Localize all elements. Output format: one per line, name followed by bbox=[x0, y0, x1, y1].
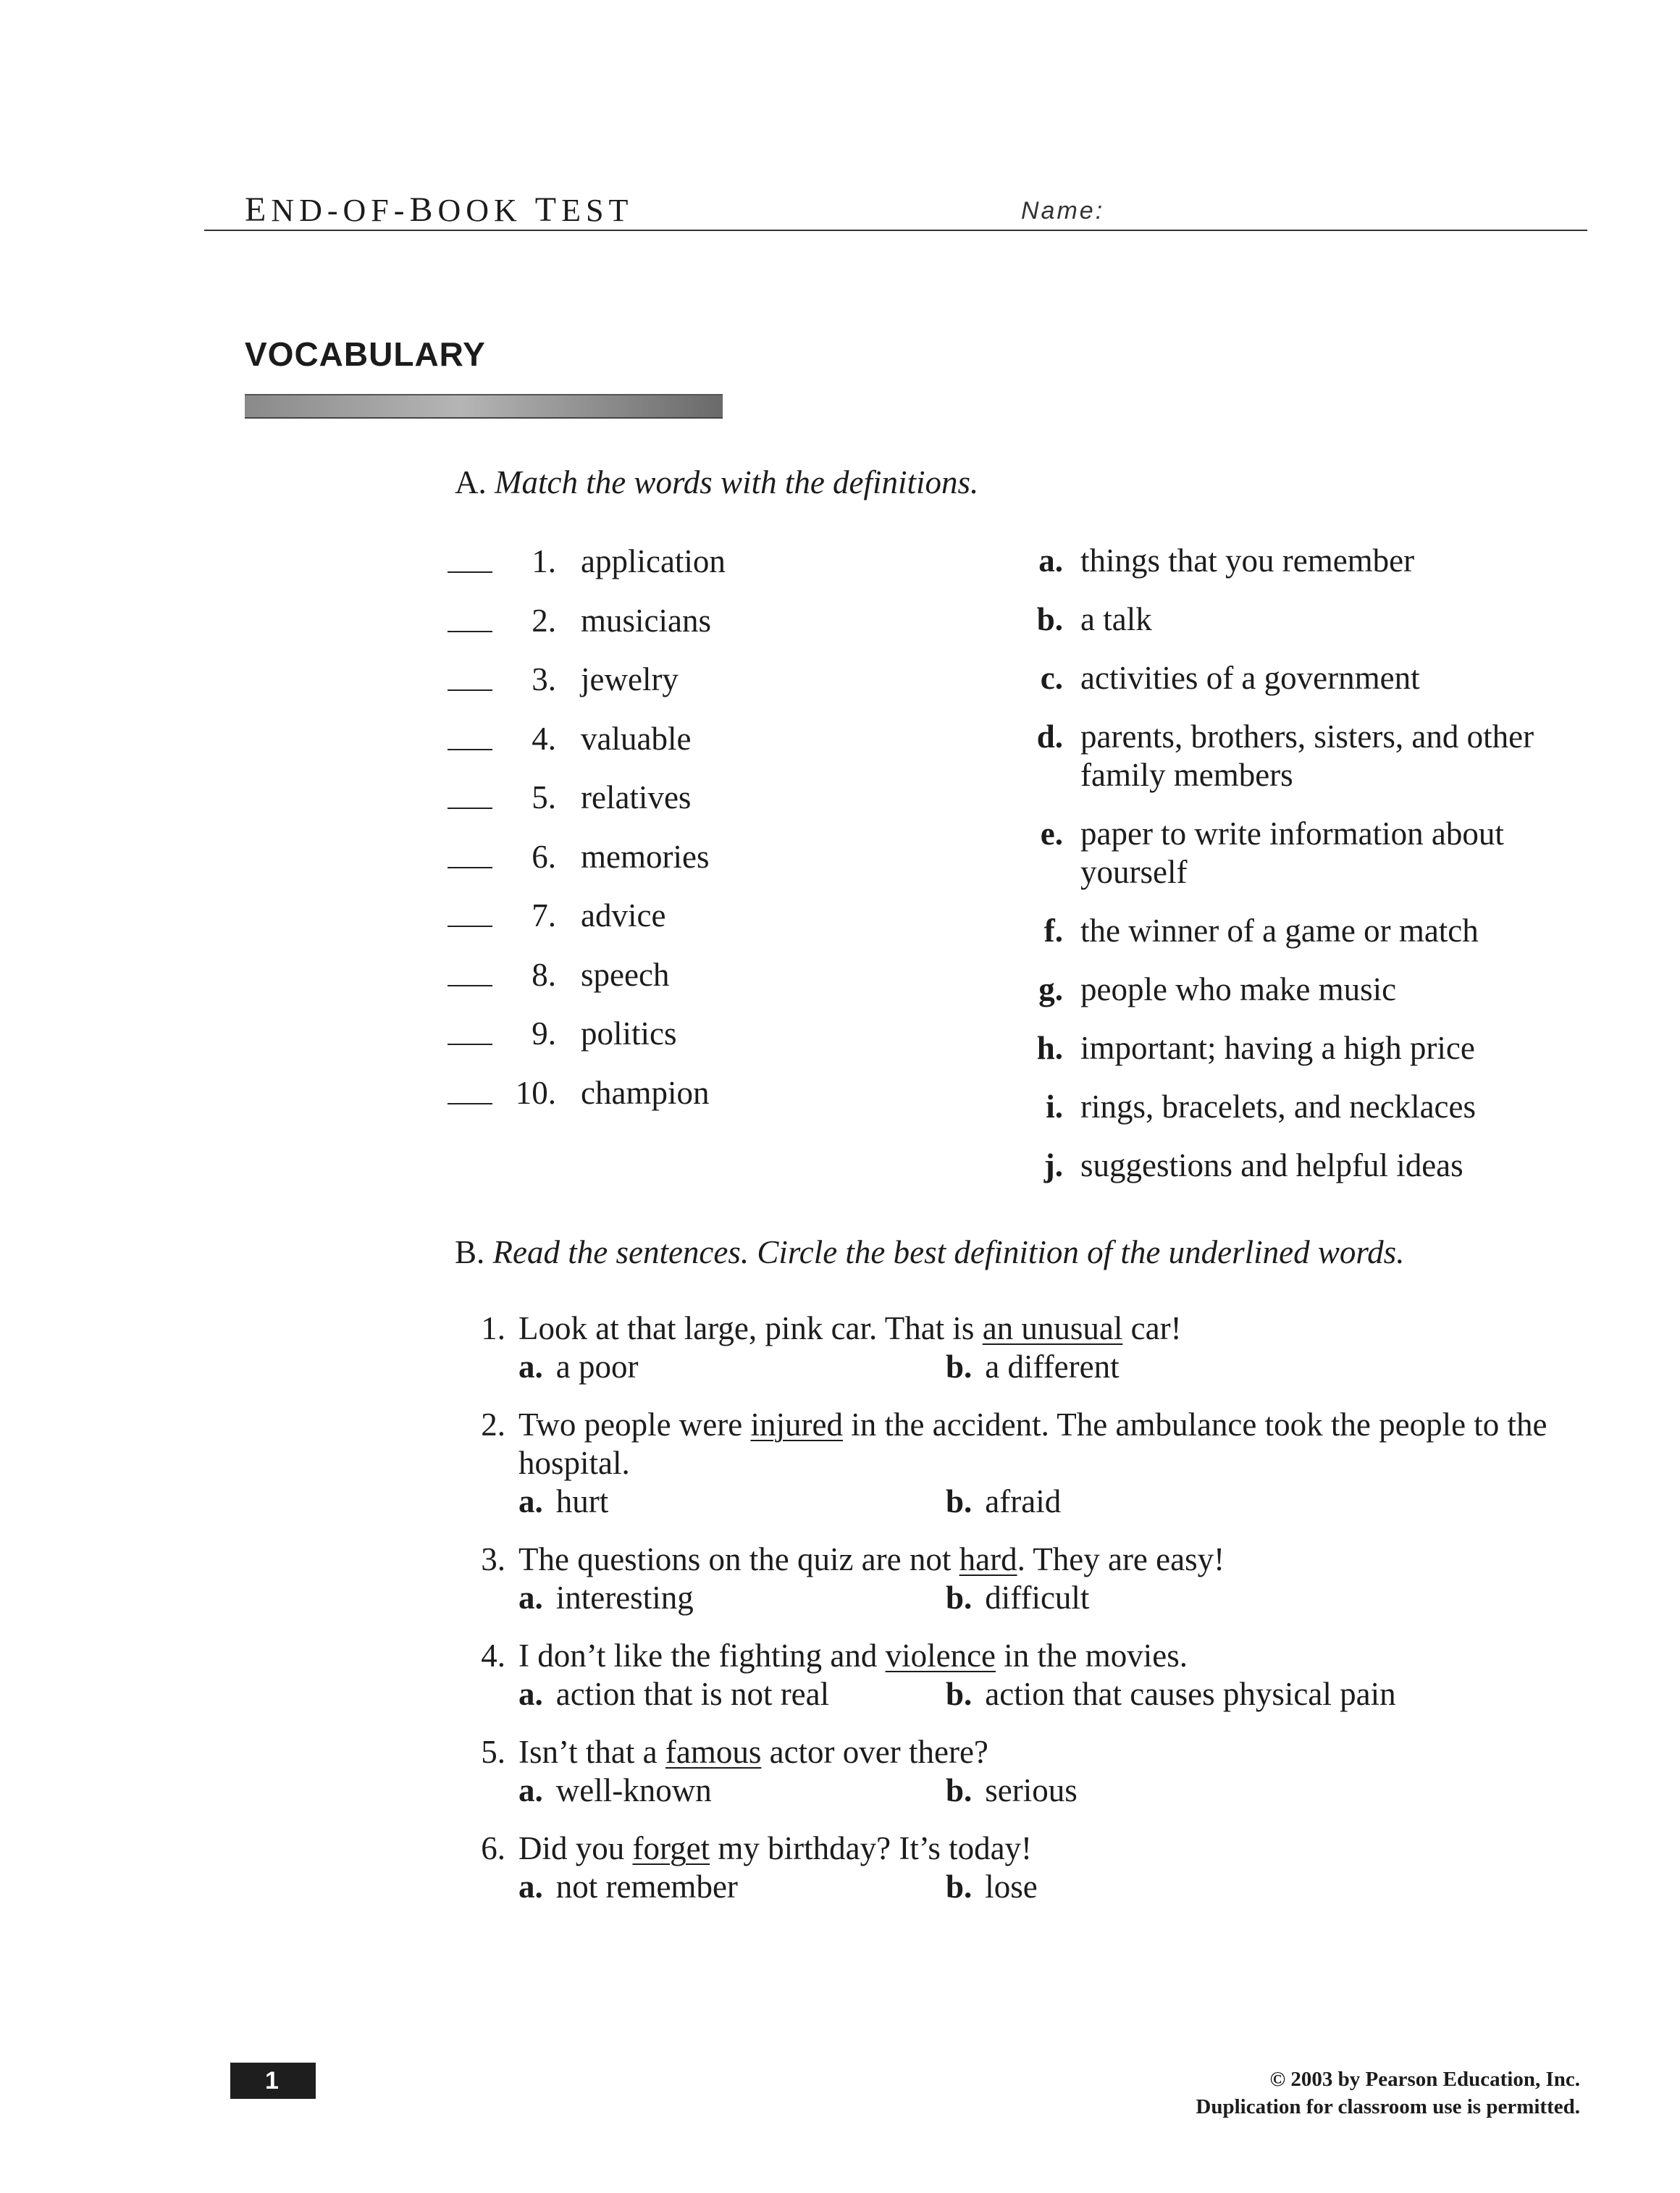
option-letter: b. bbox=[946, 1349, 973, 1385]
answer-blank[interactable] bbox=[448, 985, 492, 986]
option-b[interactable] bbox=[946, 1483, 1061, 1521]
option-text: serious bbox=[985, 1772, 1078, 1808]
definition-text: the winner of a game or match bbox=[1080, 913, 1479, 949]
sentence-after: in the movies. bbox=[996, 1638, 1188, 1674]
word-item bbox=[448, 835, 766, 894]
part-b-instruction bbox=[455, 1233, 1404, 1271]
answer-options bbox=[518, 1675, 1593, 1714]
title-part: E bbox=[245, 190, 272, 229]
definition-letter: h. bbox=[1036, 1030, 1063, 1066]
title-part: ND-OF- bbox=[271, 193, 410, 228]
sentence-before: Did you bbox=[518, 1830, 633, 1866]
definition-letter: d. bbox=[1036, 718, 1063, 755]
word-list bbox=[448, 540, 766, 1130]
question-sentence bbox=[518, 1406, 1593, 1483]
option-text: interesting bbox=[555, 1580, 694, 1616]
part-b-instruction-text: Read the sentences. Circle the best definition of the underlined words. bbox=[492, 1234, 1405, 1270]
answer-blank[interactable] bbox=[448, 808, 492, 809]
word-number: 6. bbox=[532, 838, 556, 875]
definition-text: a talk bbox=[1080, 601, 1152, 637]
definition-item bbox=[1027, 1088, 1599, 1126]
option-a[interactable] bbox=[518, 1868, 738, 1906]
answer-blank[interactable] bbox=[448, 689, 492, 691]
option-letter: b. bbox=[946, 1772, 973, 1808]
definition-letter: j. bbox=[1043, 1147, 1063, 1183]
underlined-word: hard bbox=[959, 1541, 1017, 1577]
option-letter: b. bbox=[946, 1869, 973, 1905]
definition-letter: i. bbox=[1046, 1089, 1063, 1125]
question-number: 5. bbox=[481, 1734, 505, 1770]
word-text: politics bbox=[581, 1015, 677, 1052]
question-item bbox=[463, 1733, 1593, 1810]
word-text: speech bbox=[581, 956, 670, 993]
sentence-after: car! bbox=[1122, 1310, 1182, 1346]
underlined-word: famous bbox=[665, 1734, 762, 1770]
question-sentence bbox=[518, 1733, 1593, 1771]
option-b[interactable] bbox=[946, 1771, 1078, 1810]
definition-item bbox=[1027, 1029, 1599, 1068]
question-sentence bbox=[518, 1540, 1593, 1579]
option-text: a poor bbox=[555, 1349, 639, 1385]
word-number: 8. bbox=[532, 956, 556, 993]
answer-blank[interactable] bbox=[448, 926, 492, 927]
option-text: lose bbox=[985, 1869, 1038, 1905]
question-number: 6. bbox=[481, 1830, 505, 1866]
underlined-word: violence bbox=[885, 1638, 996, 1674]
option-a[interactable] bbox=[518, 1771, 712, 1810]
answer-options bbox=[518, 1771, 1593, 1810]
option-b[interactable] bbox=[946, 1868, 1038, 1906]
answer-blank[interactable] bbox=[448, 1044, 492, 1045]
answer-blank[interactable] bbox=[448, 571, 492, 573]
sentence-before: I don’t like the fighting and bbox=[518, 1638, 886, 1674]
word-number: 9. bbox=[532, 1015, 556, 1052]
page-title bbox=[245, 190, 633, 230]
answer-options bbox=[518, 1483, 1593, 1521]
option-text: not remember bbox=[555, 1869, 738, 1905]
word-text: memories bbox=[581, 838, 710, 875]
definition-text: rings, bracelets, and necklaces bbox=[1080, 1089, 1476, 1125]
question-sentence bbox=[518, 1829, 1593, 1868]
definition-text: suggestions and helpful ideas bbox=[1080, 1147, 1463, 1183]
title-part: T bbox=[534, 190, 562, 229]
option-a[interactable] bbox=[518, 1675, 829, 1714]
option-letter: b. bbox=[946, 1676, 973, 1712]
question-item bbox=[463, 1829, 1593, 1906]
answer-blank[interactable] bbox=[448, 749, 492, 750]
part-b-letter: B. bbox=[455, 1234, 485, 1270]
name-label: Name: bbox=[1021, 197, 1105, 225]
definition-item bbox=[1027, 1146, 1599, 1185]
question-item bbox=[463, 1309, 1593, 1386]
word-item bbox=[448, 599, 766, 658]
word-item bbox=[448, 1071, 766, 1131]
underlined-word: injured bbox=[750, 1406, 843, 1443]
title-part: OOK bbox=[437, 193, 535, 228]
question-sentence bbox=[518, 1637, 1593, 1675]
option-a[interactable] bbox=[518, 1483, 608, 1521]
question-item bbox=[463, 1406, 1593, 1521]
answer-blank[interactable] bbox=[448, 1103, 492, 1104]
word-number: 2. bbox=[532, 602, 556, 639]
sentence-before: Look at that large, pink car. That is bbox=[518, 1310, 983, 1346]
word-text: champion bbox=[581, 1074, 710, 1111]
sentence-after: my birthday? It’s today! bbox=[710, 1830, 1033, 1866]
definition-text: things that you remember bbox=[1080, 542, 1415, 579]
question-list bbox=[463, 1309, 1593, 1926]
option-letter: a. bbox=[518, 1580, 543, 1616]
part-a-letter: A. bbox=[455, 464, 487, 500]
option-b[interactable] bbox=[946, 1348, 1120, 1386]
answer-blank[interactable] bbox=[448, 867, 492, 868]
option-letter: b. bbox=[946, 1483, 973, 1519]
definition-item bbox=[1027, 970, 1599, 1009]
question-item bbox=[463, 1540, 1593, 1617]
option-text: a different bbox=[985, 1349, 1120, 1385]
definition-text: important; having a high price bbox=[1080, 1030, 1475, 1066]
option-letter: a. bbox=[518, 1349, 543, 1385]
option-letter: a. bbox=[518, 1772, 543, 1808]
option-b[interactable] bbox=[946, 1675, 1396, 1714]
definition-letter: e. bbox=[1040, 815, 1063, 852]
definition-text: paper to write information about yourself bbox=[1080, 815, 1504, 890]
definition-item bbox=[1027, 815, 1599, 892]
word-number: 3. bbox=[532, 661, 556, 697]
question-number: 1. bbox=[481, 1310, 505, 1346]
option-text: hurt bbox=[555, 1483, 609, 1519]
part-a-instruction bbox=[455, 464, 978, 501]
word-text: application bbox=[581, 543, 726, 579]
sentence-before: Two people were bbox=[518, 1406, 751, 1443]
part-a-instruction-text: Match the words with the definitions. bbox=[495, 464, 979, 500]
option-letter: a. bbox=[518, 1483, 543, 1519]
word-text: relatives bbox=[581, 779, 692, 815]
option-text: action that is not real bbox=[555, 1676, 830, 1712]
word-item bbox=[448, 717, 766, 776]
sentence-after: in the accident. The ambulance took the people to the hospital. bbox=[518, 1406, 1547, 1481]
definition-letter: a. bbox=[1038, 542, 1063, 579]
answer-options bbox=[518, 1348, 1593, 1386]
word-text: valuable bbox=[581, 720, 692, 757]
option-b[interactable] bbox=[946, 1579, 1089, 1617]
title-part: EST bbox=[561, 193, 634, 228]
sentence-before: Isn’t that a bbox=[518, 1734, 665, 1770]
definition-item bbox=[1027, 542, 1599, 580]
option-letter: a. bbox=[518, 1869, 543, 1905]
option-text: action that causes physical pain bbox=[985, 1676, 1396, 1712]
definition-item bbox=[1027, 718, 1599, 794]
sentence-after: . They are easy! bbox=[1017, 1541, 1225, 1577]
question-sentence bbox=[518, 1309, 1593, 1348]
copyright-line: © 2003 by Pearson Education, Inc. bbox=[1269, 2068, 1580, 2091]
word-number: 10. bbox=[515, 1074, 556, 1111]
word-number: 7. bbox=[532, 897, 556, 934]
definition-item bbox=[1027, 912, 1599, 950]
question-number: 2. bbox=[481, 1406, 505, 1443]
question-item bbox=[463, 1637, 1593, 1714]
answer-blank[interactable] bbox=[448, 631, 492, 632]
question-number: 4. bbox=[481, 1638, 505, 1674]
word-item bbox=[448, 658, 766, 717]
word-text: advice bbox=[581, 897, 666, 934]
page-number: 1 bbox=[230, 2063, 316, 2099]
header-rule bbox=[204, 230, 1587, 231]
word-item bbox=[448, 894, 766, 953]
duplication-line: Duplication for classroom use is permitted. bbox=[1196, 2095, 1580, 2118]
definition-list bbox=[1027, 542, 1599, 1205]
underlined-word: an unusual bbox=[982, 1310, 1123, 1346]
sentence-after: actor over there? bbox=[761, 1734, 988, 1770]
word-number: 4. bbox=[532, 720, 556, 757]
word-item bbox=[448, 776, 766, 835]
underlined-word: forget bbox=[632, 1830, 710, 1866]
option-a[interactable] bbox=[518, 1348, 638, 1386]
definition-text: parents, brothers, sisters, and other family members bbox=[1080, 718, 1534, 793]
definition-letter: g. bbox=[1038, 971, 1063, 1007]
word-number: 1. bbox=[532, 543, 556, 579]
word-text: musicians bbox=[581, 602, 711, 639]
definition-item bbox=[1027, 600, 1599, 639]
definition-letter: f. bbox=[1043, 913, 1063, 949]
definition-item bbox=[1027, 659, 1599, 697]
option-letter: b. bbox=[946, 1580, 973, 1616]
option-letter: a. bbox=[518, 1676, 543, 1712]
sentence-before: The questions on the quiz are not bbox=[518, 1541, 959, 1577]
word-item bbox=[448, 1012, 766, 1071]
option-a[interactable] bbox=[518, 1579, 694, 1617]
definition-letter: c. bbox=[1040, 660, 1063, 696]
word-text: jewelry bbox=[581, 661, 679, 697]
definition-text: activities of a government bbox=[1080, 660, 1420, 696]
definition-text: people who make music bbox=[1080, 971, 1397, 1007]
answer-options bbox=[518, 1579, 1593, 1617]
option-text: difficult bbox=[985, 1580, 1090, 1616]
word-number: 5. bbox=[532, 779, 556, 815]
title-part: B bbox=[409, 190, 438, 229]
answer-options bbox=[518, 1868, 1593, 1906]
definition-letter: b. bbox=[1036, 601, 1063, 637]
section-bar bbox=[245, 394, 723, 419]
option-text: afraid bbox=[985, 1483, 1062, 1519]
option-text: well-known bbox=[555, 1772, 712, 1808]
question-number: 3. bbox=[481, 1541, 505, 1577]
word-item bbox=[448, 540, 766, 599]
copyright-notice bbox=[1196, 2066, 1580, 2121]
word-item bbox=[448, 953, 766, 1012]
section-heading: VOCABULARY bbox=[245, 335, 486, 373]
